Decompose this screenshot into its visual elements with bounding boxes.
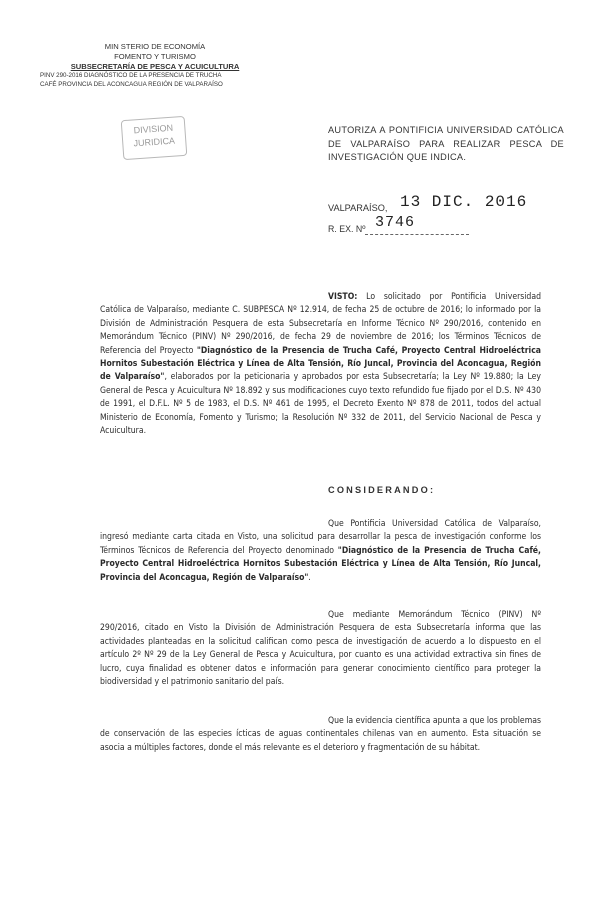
visto-paragraph [100, 291, 541, 438]
file-reference-line1: PINV 290-2016 DIAGNÓSTICO DE LA PRESENCIA DE TRUCHA [40, 72, 222, 79]
stamp-line1: DIVISION [133, 122, 174, 136]
visto-text-cont: , elaborados por la peticionaria y aprobados por esta Subsecretaría; la Ley Nº 19.880; la Ley General de Pesca y Acuicultura Nº 18.892 y sus modificaciones cuyo texto refundido fue fijado por el D.S. Nº 430 de 1991, el D.F.L. Nº 5 de 1983, el D.S. Nº 461 de 1995, el Decreto Exento Nº 878 de 2011, todos del actual Ministerio de Economía, Fomento y Turismo; la Resolución Nº 332 de 2011, del Servicio Nacional de Pesca y Acuicultura. [100, 372, 541, 437]
resolution-number: 3746 [375, 214, 416, 231]
file-reference-line2: CAFÉ PROVINCIA DEL ACONCAGUA REGIÓN DE VALPARAÍSO [40, 80, 223, 88]
visto-label: VISTO: [328, 292, 358, 302]
issue-place: VALPARAÍSO, [328, 203, 388, 213]
ministry-subname: FOMENTO Y TURISMO [114, 52, 196, 61]
resolution-title: AUTORIZA A PONTIFICIA UNIVERSIDAD CATÓLICA DE VALPARAÍSO PARA REALIZAR PESCA DE INVESTIGACIÓN QUE INDICA. [328, 125, 564, 162]
para1-project-name: "Diagnóstico de la Presencia de Trucha Café, Proyecto Central Hidroeléctrica Hornitos Subestación Eléctrica y Línea de Alta Tensión, Río Juncal, Provincia del Aconcagua, Región de Valparaíso" [100, 545, 541, 583]
subsecretaria-name: SUBSECRETARÍA DE PESCA Y ACUICULTURA [70, 62, 240, 71]
resolution-number-label: R. EX. Nº [328, 224, 366, 234]
considerando-heading: CONSIDERANDO: [328, 485, 436, 495]
considerando-paragraph-1 [100, 518, 541, 585]
considerando-paragraph-2 [100, 609, 541, 689]
para2-text: Que mediante Memorándum Técnico (PINV) Nº 290/2016, citado en Visto la División de Administración Pesquera de esta Subsecretaría informa que las actividades planteadas en la solicitud califican como pesca de investigación de acuerdo a lo dispuesto en el artículo 2º Nº 29 de la Ley General de Pesca y Acuicultura, por cuanto es una actividad extractiva sin fines de lucro, cuya finalidad es obtener datos e información para generar conocimiento científico para proteger la biodiversidad y el patrimonio sanitario del país. [100, 610, 541, 688]
stamp-line2: JURIDICA [133, 135, 176, 149]
para1-end: . [308, 572, 311, 583]
considerando-paragraph-3 [100, 715, 541, 755]
division-juridica-stamp [121, 116, 188, 160]
para1-text: Que Pontificia Universidad Católica de Valparaíso, ingresó mediante carta citada en Visto, una solicitud para desarrollar la pesca de investigación conforme los Términos Técnicos de Referencia del Proyecto denominado [100, 519, 541, 556]
resolution-number-line [365, 234, 469, 235]
ministry-name: MIN STERIO DE ECONOMÍA [104, 42, 206, 51]
visto-text: Lo solicitado por Pontificia Universidad Católica de Valparaíso, mediante C. SUBPESCA Nº 12.914, de fecha 25 de octubre de 2016; lo informado por la División de Administración Pesquera de esta Subsecretaría en Informe Técnico Nº 290/2016, contenido en Memorándum Técnico (PINV) Nº 290/2016, de fecha 29 de noviembre de 2016; los Términos Técnicos de Referencia del Proyecto [100, 292, 541, 356]
visto-project-name: "Diagnóstico de la Presencia de Trucha Café, Proyecto Central Hidroeléctrica Hornitos Subestación Eléctrica y Línea de Alta Tensión, Río Juncal, Provincia del Aconcagua, Región de Valparaíso" [100, 345, 541, 383]
para3-text: Que la evidencia científica apunta a que los problemas de conservación de las especies ícticas de aguas continentales chilenas van en aumento. Esta situación se asocia a múltiples factores, donde el más relevante es el deterioro y fragmentación de su hábitat. [100, 716, 541, 753]
issue-date-stamp: 13 DIC. 2016 [400, 193, 528, 211]
letterhead [40, 42, 270, 89]
